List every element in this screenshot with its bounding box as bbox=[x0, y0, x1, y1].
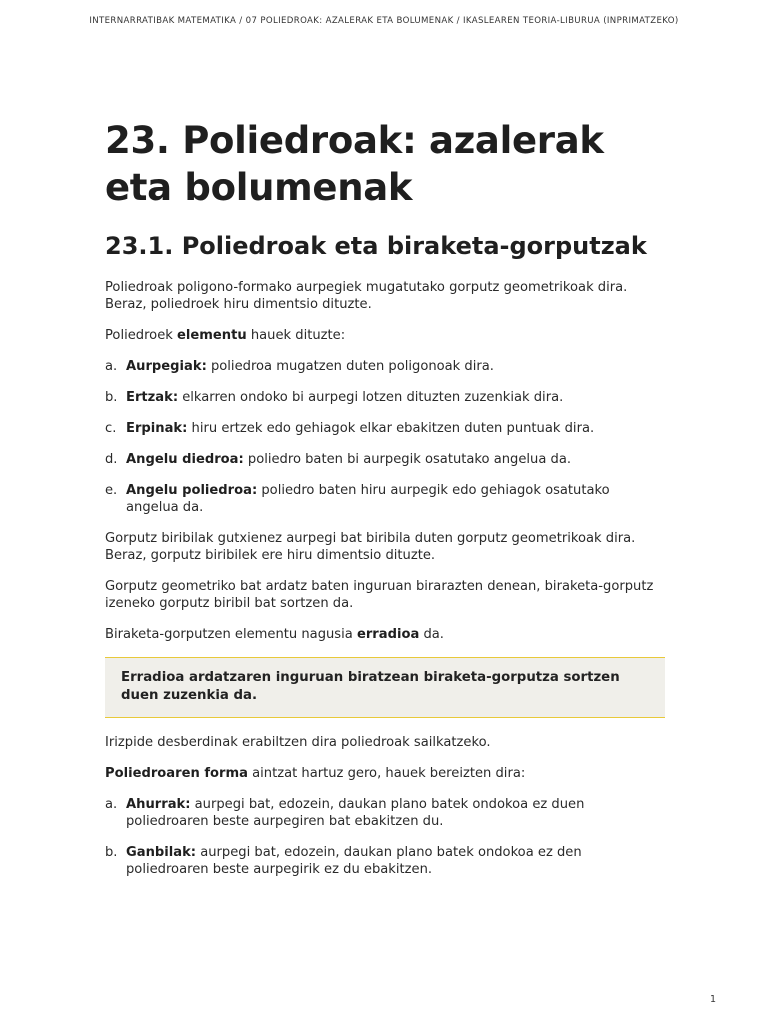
list-term: Ertzak: bbox=[126, 390, 179, 405]
list-desc: aurpegi bat, edozein, daukan plano batek ondokoa ez duen poliedroaren beste aurpegiren bat ebakitzen du. bbox=[126, 797, 585, 829]
list-marker: d. bbox=[105, 452, 118, 467]
elements-keyword: elementu bbox=[177, 328, 247, 343]
list-desc: hiru ertzek edo gehiagok elkar ebakitzen duten puntuak dira. bbox=[187, 421, 595, 436]
list-marker: b. bbox=[105, 390, 118, 405]
shape-keyword: Poliedroaren forma bbox=[105, 766, 248, 781]
list-item bbox=[105, 482, 665, 516]
list-term: Ahurrak: bbox=[126, 797, 191, 812]
list-item bbox=[105, 796, 665, 830]
list-marker: c. bbox=[105, 421, 117, 436]
running-header: INTERNARRATIBAK MATEMATIKA / 07 POLIEDROAK: AZALERAK ETA BOLUMENAK / IKASLEAREN TEORIA-LIBURUA (INPRIMATZEKO) bbox=[89, 16, 679, 26]
callout-text: Erradioa ardatzaren inguruan biratzean biraketa-gorputza sortzen duen zuzenkia da. bbox=[121, 670, 620, 703]
chapter-title: 23. Poliedroak: azalerak eta bolumenak bbox=[105, 119, 604, 209]
page-number: 1 bbox=[709, 994, 716, 1005]
list-text bbox=[126, 389, 665, 406]
list-desc: aurpegi bat, edozein, daukan plano batek ondokoa ez den poliedroaren beste aurpegirik ez du ebakitzen. bbox=[126, 845, 582, 877]
list-term: Angelu poliedroa: bbox=[126, 483, 258, 498]
list-text bbox=[126, 451, 665, 468]
main-element-suffix: da. bbox=[419, 627, 444, 642]
list-item bbox=[105, 358, 665, 375]
list-term: Erpinak: bbox=[126, 421, 188, 436]
section-body bbox=[105, 279, 665, 892]
list-desc: elkarren ondoko bi aurpegi lotzen dituzten zuzenkiak dira. bbox=[178, 390, 564, 405]
shape-intro bbox=[105, 765, 665, 782]
list-text bbox=[126, 420, 665, 437]
list-desc: poliedro baten bi aurpegik osatutako angelua da. bbox=[243, 452, 572, 467]
list-text bbox=[126, 358, 665, 375]
list-term: Angelu diedroa: bbox=[126, 452, 244, 467]
list-term: Aurpegiak: bbox=[126, 359, 207, 374]
list-item bbox=[105, 844, 665, 878]
list-text bbox=[126, 844, 665, 878]
list-text bbox=[126, 796, 665, 830]
shape-suffix: aintzat hartuz gero, hauek bereizten dira: bbox=[247, 766, 526, 781]
list-desc: poliedro baten hiru aurpegik edo gehiagok osatutako angelua da. bbox=[126, 483, 610, 515]
elements-intro bbox=[105, 327, 665, 344]
list-item bbox=[105, 420, 665, 437]
intro-paragraph: Poliedroak poligono-formako aurpegiek mugatutako gorputz geometrikoak dira. Beraz, poliedroek hiru dimentsio dituzte. bbox=[105, 280, 628, 312]
elements-suffix: hauek dituzte: bbox=[246, 328, 346, 343]
elements-prefix: Poliedroek bbox=[105, 328, 177, 343]
main-element-paragraph bbox=[105, 626, 665, 643]
definition-callout bbox=[105, 657, 665, 718]
list-marker: a. bbox=[105, 797, 118, 812]
list-item bbox=[105, 451, 665, 468]
rotation-bodies-paragraph: Gorputz geometriko bat ardatz baten inguruan birarazten denean, biraketa-gorputz izeneko gorputz biribil bat sortzen da. bbox=[105, 579, 654, 611]
list-desc: poliedroa mugatzen duten poligonoak dira. bbox=[206, 359, 494, 374]
curved-bodies-paragraph: Gorputz biribilak gutxienez aurpegi bat biribila duten gorputz geometrikoak dira. Beraz, gorputz biribilek ere hiru dimentsio dituzte. bbox=[105, 531, 636, 563]
list-term: Ganbilak: bbox=[126, 845, 197, 860]
main-element-prefix: Biraketa-gorputzen elementu nagusia bbox=[105, 627, 357, 642]
list-item bbox=[105, 389, 665, 406]
criteria-paragraph: Irizpide desberdinak erabiltzen dira poliedroak sailkatzeko. bbox=[105, 735, 491, 750]
main-element-keyword: erradioa bbox=[356, 627, 420, 642]
list-marker: a. bbox=[105, 359, 118, 374]
list-text bbox=[126, 482, 665, 516]
list-marker: e. bbox=[105, 483, 118, 498]
section-title: 23.1. Poliedroak eta biraketa-gorputzak bbox=[105, 232, 647, 260]
list-marker: b. bbox=[105, 845, 118, 860]
